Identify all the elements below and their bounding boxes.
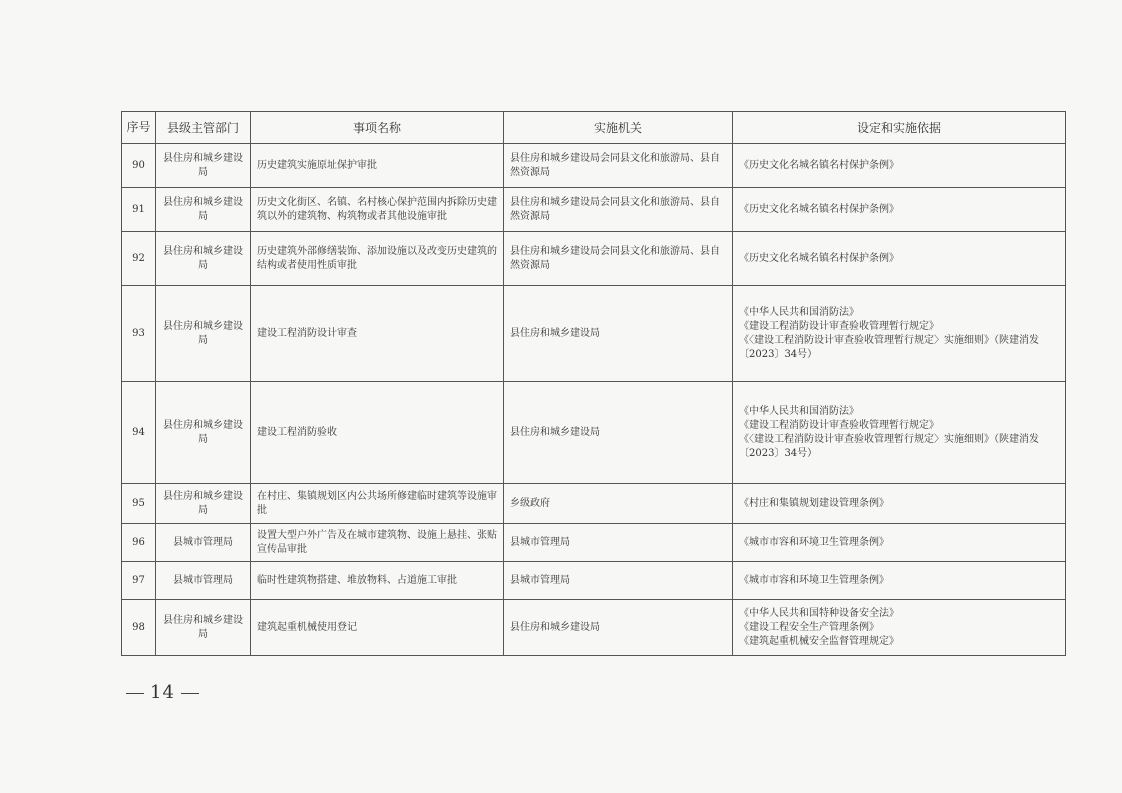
- cell-agency: 县住房和城乡建设局: [504, 600, 733, 656]
- cell-basis: [733, 286, 1066, 382]
- basis-line: 《建设工程消防设计审查验收管理暂行规定》: [739, 419, 939, 431]
- cell-no: 91: [122, 188, 156, 232]
- cell-basis: [733, 144, 1066, 188]
- basis-line: 《历史文化名城名镇名村保护条例》: [739, 159, 899, 171]
- cell-agency: 县住房和城乡建设局: [504, 286, 733, 382]
- cell-agency: 县住房和城乡建设局会同县文化和旅游局、县自然资源局: [504, 144, 733, 188]
- cell-no: 96: [122, 524, 156, 562]
- cell-item: 在村庄、集镇规划区内公共场所修建临时建筑等设施审批: [251, 484, 504, 524]
- table-row: [122, 286, 1066, 382]
- dash-left: [126, 693, 144, 694]
- basis-line: 《建设工程安全生产管理条例》: [739, 621, 879, 633]
- cell-agency: 县城市管理局: [504, 562, 733, 600]
- cell-item: 临时性建筑物搭建、堆放物料、占道施工审批: [251, 562, 504, 600]
- header-agency: 实施机关: [504, 112, 733, 144]
- cell-agency: 县住房和城乡建设局会同县文化和旅游局、县自然资源局: [504, 188, 733, 232]
- basis-line: 《城市市容和环境卫生管理条例》: [739, 574, 889, 586]
- cell-dept: 县住房和城乡建设局: [156, 382, 251, 484]
- basis-line: 《城市市容和环境卫生管理条例》: [739, 536, 889, 548]
- cell-basis: [733, 562, 1066, 600]
- cell-basis: [733, 188, 1066, 232]
- cell-item: 建设工程消防设计审查: [251, 286, 504, 382]
- cell-agency: 县住房和城乡建设局: [504, 382, 733, 484]
- cell-item: 建设工程消防验收: [251, 382, 504, 484]
- table-row: [122, 144, 1066, 188]
- basis-line: 《中华人民共和国特种设备安全法》: [739, 607, 899, 619]
- table-row: [122, 562, 1066, 600]
- cell-dept: 县住房和城乡建设局: [156, 484, 251, 524]
- header-item: 事项名称: [251, 112, 504, 144]
- cell-no: 97: [122, 562, 156, 600]
- cell-dept: 县住房和城乡建设局: [156, 188, 251, 232]
- table-row: [122, 382, 1066, 484]
- cell-dept: 县住房和城乡建设局: [156, 232, 251, 286]
- basis-line: 《历史文化名城名镇名村保护条例》: [739, 203, 899, 215]
- page-number-value: 14: [150, 682, 175, 703]
- cell-agency: 县城市管理局: [504, 524, 733, 562]
- cell-basis: [733, 382, 1066, 484]
- table-row: [122, 600, 1066, 656]
- cell-no: 98: [122, 600, 156, 656]
- header-basis: 设定和实施依据: [733, 112, 1066, 144]
- cell-no: 93: [122, 286, 156, 382]
- header-dept: 县级主管部门: [156, 112, 251, 144]
- basis-line: 《建筑起重机械安全监督管理规定》: [739, 635, 899, 647]
- basis-line: 《历史文化名城名镇名村保护条例》: [739, 252, 899, 264]
- basis-line: 《中华人民共和国消防法》: [739, 306, 859, 318]
- table-row: [122, 524, 1066, 562]
- cell-no: 90: [122, 144, 156, 188]
- cell-dept: 县住房和城乡建设局: [156, 286, 251, 382]
- basis-line: 《中华人民共和国消防法》: [739, 405, 859, 417]
- cell-dept: 县住房和城乡建设局: [156, 144, 251, 188]
- basis-line: 《〈建设工程消防设计审查验收管理暂行规定〉实施细则》（陕建消发〔2023〕34号）: [739, 334, 1039, 360]
- cell-basis: [733, 484, 1066, 524]
- approval-items-table: [121, 111, 1066, 656]
- cell-no: 92: [122, 232, 156, 286]
- cell-dept: 县城市管理局: [156, 524, 251, 562]
- dash-right: [181, 693, 199, 694]
- basis-line: 《建设工程消防设计审查验收管理暂行规定》: [739, 320, 939, 332]
- cell-no: 94: [122, 382, 156, 484]
- cell-basis: [733, 232, 1066, 286]
- cell-item: 历史建筑实施原址保护审批: [251, 144, 504, 188]
- cell-item: 设置大型户外广告及在城市建筑物、设施上悬挂、张贴宣传品审批: [251, 524, 504, 562]
- cell-basis: [733, 524, 1066, 562]
- cell-no: 95: [122, 484, 156, 524]
- table-body: [122, 144, 1066, 656]
- cell-item: 历史建筑外部修缮装饰、添加设施以及改变历史建筑的结构或者使用性质审批: [251, 232, 504, 286]
- basis-line: 《〈建设工程消防设计审查验收管理暂行规定〉实施细则》（陕建消发〔2023〕34号）: [739, 433, 1039, 459]
- table-row: [122, 484, 1066, 524]
- cell-item: 建筑起重机械使用登记: [251, 600, 504, 656]
- cell-basis: [733, 600, 1066, 656]
- basis-line: 《村庄和集镇规划建设管理条例》: [739, 497, 889, 509]
- cell-dept: 县城市管理局: [156, 562, 251, 600]
- table-row: [122, 188, 1066, 232]
- header-no: 序号: [122, 112, 156, 144]
- cell-agency: 县住房和城乡建设局会同县文化和旅游局、县自然资源局: [504, 232, 733, 286]
- page-number: [120, 682, 205, 703]
- table-row: [122, 232, 1066, 286]
- cell-item: 历史文化街区、名镇、名村核心保护范围内拆除历史建筑以外的建筑物、构筑物或者其他设施审批: [251, 188, 504, 232]
- cell-dept: 县住房和城乡建设局: [156, 600, 251, 656]
- cell-agency: 乡级政府: [504, 484, 733, 524]
- table-header-row: [122, 112, 1066, 144]
